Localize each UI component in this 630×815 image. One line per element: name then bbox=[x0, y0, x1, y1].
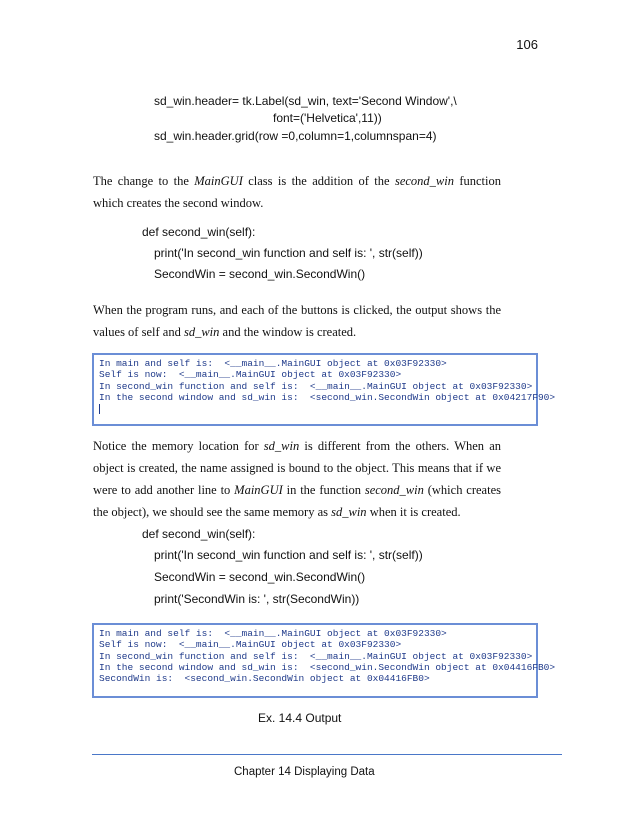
code-line: def second_win(self): bbox=[142, 527, 256, 541]
code-line: print('In second_win function and self is: ', str(self)) bbox=[154, 246, 423, 260]
console-line: In second_win function and self is: <__main__.MainGUI object at 0x03F92330> bbox=[99, 380, 533, 392]
page-number: 106 bbox=[516, 37, 538, 52]
code-line: def second_win(self): bbox=[142, 225, 256, 239]
console-line: In main and self is: <__main__.MainGUI object at 0x03F92330> bbox=[99, 628, 447, 639]
console-line: In main and self is: <__main__.MainGUI object at 0x03F92330> bbox=[99, 358, 447, 369]
code-line: sd_win.header.grid(row =0,column=1,columnspan=4) bbox=[154, 129, 437, 143]
text-cursor bbox=[99, 404, 100, 414]
paragraph: The change to the MainGUI class is the addition of the second_win function which creates the second window. bbox=[93, 174, 501, 210]
code-line: font=('Helvetica',11)) bbox=[273, 111, 382, 125]
code-line: SecondWin = second_win.SecondWin() bbox=[154, 570, 366, 584]
console-line: In second_win function and self is: <__main__.MainGUI object at 0x03F92330> bbox=[99, 650, 533, 662]
console-line: Self is now: <__main__.MainGUI object at 0x03F92330> bbox=[99, 639, 402, 651]
paragraph: When the program runs, and each of the buttons is clicked, the output shows the values of self and sd_win and the window is created. bbox=[93, 303, 501, 339]
console-line: In the second window and sd_win is: <second_win.SecondWin object at 0x04416FB0> bbox=[99, 661, 556, 673]
console-line: In the second window and sd_win is: <second_win.SecondWin object at 0x04217F90> bbox=[99, 391, 556, 403]
console-line: SecondWin is: <second_win.SecondWin object at 0x04416FB0> bbox=[99, 673, 430, 685]
console-output bbox=[92, 353, 556, 426]
chapter-footer: Chapter 14 Displaying Data bbox=[234, 766, 375, 778]
console-line: Self is now: <__main__.MainGUI object at 0x03F92330> bbox=[99, 369, 402, 381]
figure-caption: Ex. 14.4 Output bbox=[258, 711, 342, 725]
console-output bbox=[92, 623, 556, 698]
code-line: sd_win.header= tk.Label(sd_win, text='Second Window',\ bbox=[154, 94, 457, 108]
code-line: print('SecondWin is: ', str(SecondWin)) bbox=[154, 592, 360, 606]
footer-rule bbox=[92, 754, 562, 755]
paragraph: Notice the memory location for sd_win is different from the others. When an object is created, the name assigned is bound to the object. This means that if we were to add another line to MainGUI in the function second_win (which creates the object), we should see the same memory as sd_win when it is created. bbox=[93, 439, 501, 519]
code-line: print('In second_win function and self is: ', str(self)) bbox=[154, 548, 423, 562]
code-line: SecondWin = second_win.SecondWin() bbox=[154, 267, 366, 281]
